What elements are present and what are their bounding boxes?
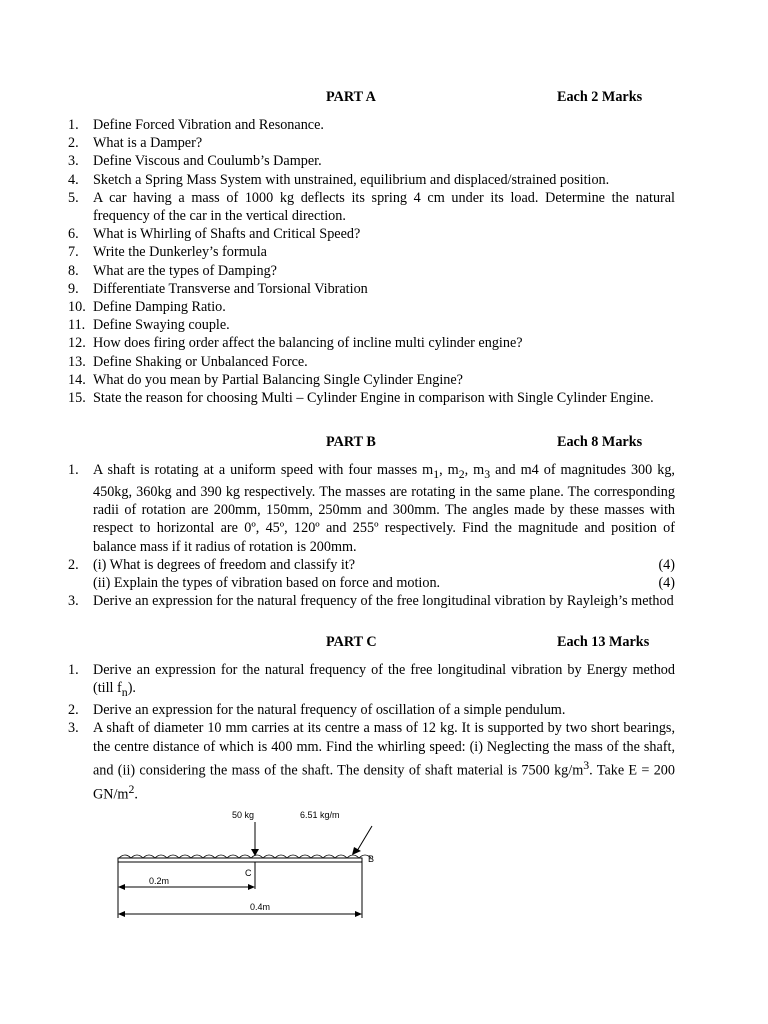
question-number: 2. [68,135,79,152]
udl-label: 6.51 kg/m [300,810,340,820]
question-text: A shaft of diameter 10 mm carries at its centre a mass of 12 kg. It is supported by two short bearings, the centre distance of which is 400 mm. Find the whirling speed: (i) Neglecting the mass of the shaft, and (ii) considering the mass of the shaft. The density of shaft material is 7500 kg/m [93,720,675,779]
superscript: 3 [583,757,590,772]
part-a-question [0,353,675,371]
question-text: Define Viscous and Coulumb’s Damper. [93,153,322,170]
shaft-diagram [100,803,400,928]
question-text: Define Swaying couple. [93,317,230,334]
subscript: 2 [458,466,465,481]
question-text: Differentiate Transverse and Torsional Vibration [93,280,368,297]
superscript: 2 [128,781,135,796]
part-a-question [0,298,675,316]
part-c-question [0,661,675,701]
question-number: 12. [68,335,86,352]
part-b-header [0,433,768,451]
subscript: 1 [433,466,440,481]
part-c-marks: Each 13 Marks [557,634,650,650]
part-a-question [0,225,675,243]
question-number: 8. [68,262,79,279]
part-b-question [0,592,675,610]
question-number: 3. [68,153,79,170]
question-number: 14. [68,371,86,388]
sub-question [93,556,675,574]
question-text: Sketch a Spring Mass System with unstrained, equilibrium and displaced/strained position. [93,171,610,188]
question-text: What are the types of Damping? [93,262,277,279]
question-text: , m [464,462,485,478]
question-number: 1. [68,662,79,678]
part-a-question [0,334,675,352]
part-b-marks: Each 8 Marks [557,434,643,450]
question-text: What is a Damper? [93,135,203,152]
part-c-question [0,701,675,719]
question-text: Derive an expression for the natural frequency of the free longitudinal vibration by Energy method (till f [93,662,675,697]
question-text: A shaft is rotating at a uniform speed with four masses m [93,462,434,478]
part-a-question [0,371,675,389]
question-number: 11. [68,317,86,334]
question-text: Define Shaking or Unbalanced Force. [93,353,308,370]
question-number: 5. [68,189,79,206]
part-a-question [0,243,675,261]
question-number: 1. [68,462,79,478]
part-a-question [0,116,675,134]
question-text: Define Damping Ratio. [93,299,226,316]
question-text: (i) What is degrees of freedom and classify it? [93,556,356,573]
part-a-header [0,88,768,106]
part-a-question [0,389,675,407]
question-text: Derive an expression for the natural frequency of oscillation of a simple pendulum. [93,702,566,719]
half-span-arrow-left [118,884,125,890]
point-c-label: C [245,868,252,878]
question-number: 9. [68,280,79,297]
sub-question-marks: (4) [658,556,675,573]
udl-arrow-head [352,847,361,855]
half-span-arrow-right [248,884,255,890]
part-a-question-list [0,116,768,407]
full-span-arrow-right [355,911,362,917]
shaft-beam [118,858,362,862]
question-number: 2. [68,556,79,573]
question-text: Write the Dunkerley’s formula [93,244,267,261]
half-span-label: 0.2m [149,876,170,886]
question-number: 2. [68,702,79,719]
part-c-question [0,719,675,803]
question-text: (ii) Explain the types of vibration based on force and motion. [93,575,441,592]
question-number: 13. [68,353,86,370]
question-text: and m4 of magnitudes 300 kg, 450kg, 360kg and 390 kg respectively. The masses are rotating in the same plane. The corresponding radii of rotation are 200mm, 150mm, 250mm and 300mm. The angles made by these masses with respect to horizontal are 0º, 45º, 120º and 255º respectively. Find the magnitude and position of balance mass if it radius of rotation is 200mm. [93,462,675,555]
subscript: 3 [484,466,491,481]
point-b-label: B [368,854,375,864]
part-a-title: PART A [326,89,376,105]
part-a-question [0,262,675,280]
part-a-question [0,152,675,170]
question-text: State the reason for choosing Multi – Cylinder Engine in comparison with Single Cylinder Engine. [93,390,654,407]
question-text: A car having a mass of 1000 kg deflects its spring 4 cm under its load. Determine the natural frequency of the car in the vertical direction. [93,189,675,225]
part-b-title: PART B [326,434,376,450]
part-a-marks: Each 2 Marks [557,89,643,105]
question-number: 15. [68,390,86,407]
question-text: How does firing order affect the balancing of incline multi cylinder engine? [93,335,523,352]
part-b-question [0,556,675,592]
question-text: What is Whirling of Shafts and Critical Speed? [93,226,361,243]
sub-question-marks: (4) [658,575,675,592]
question-text: ). [127,680,136,697]
part-c-question-list [0,661,768,804]
question-number: 3. [68,593,79,610]
part-c-header [0,633,768,651]
question-text: Define Forced Vibration and Resonance. [93,117,324,133]
part-a-question [0,171,675,189]
part-b-question-list [0,461,768,610]
part-a-question [0,280,675,298]
mass-label: 50 kg [232,810,255,820]
full-span-label: 0.4m [250,902,271,912]
full-span-arrow-left [118,911,125,917]
question-number: 1. [68,117,79,133]
question-text: Derive an expression for the natural frequency of the free longitudinal vibration by Rayleigh’s method [93,593,674,610]
question-number: 3. [68,720,79,737]
sub-question [93,574,675,592]
question-text: . Take E = 200 GN/m [93,762,675,803]
question-text: . [134,786,138,803]
part-b-question [0,461,675,556]
question-number: 10. [68,299,86,316]
part-a-question [0,189,675,225]
part-a-question [0,134,675,152]
question-text: , m [439,462,459,478]
part-a-question [0,316,675,334]
question-number: 7. [68,244,79,261]
question-number: 6. [68,226,79,243]
question-number: 4. [68,171,79,188]
question-text: What do you mean by Partial Balancing Single Cylinder Engine? [93,371,463,388]
subscript: n [121,685,128,700]
part-c-title: PART C [326,634,377,650]
udl-arrow-line [357,826,372,851]
